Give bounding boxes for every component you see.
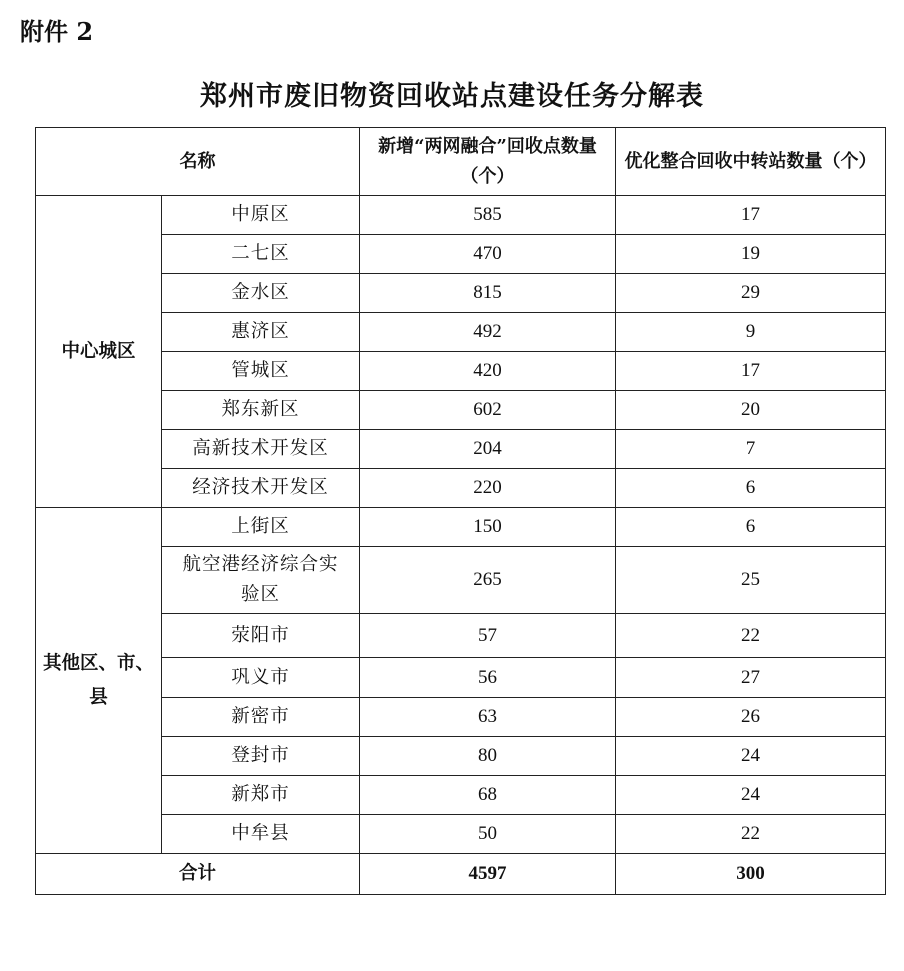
header-transfer-stations: 优化整合回收中转站数量（个）	[616, 128, 886, 196]
district-name: 中原区	[162, 196, 360, 235]
attachment-label: 附件 2	[20, 17, 94, 46]
transfer-stations-value: 17	[616, 352, 886, 391]
new-points-value: 80	[360, 737, 616, 776]
district-name: 郑东新区	[162, 391, 360, 430]
table-row	[36, 815, 886, 854]
table-row	[36, 547, 886, 614]
transfer-stations-value: 19	[616, 235, 886, 274]
transfer-stations-value: 9	[616, 313, 886, 352]
table-row	[36, 469, 886, 508]
header-name: 名称	[36, 128, 360, 196]
transfer-stations-value: 22	[616, 614, 886, 658]
transfer-stations-value: 17	[616, 196, 886, 235]
district-name: 荥阳市	[162, 614, 360, 658]
table-row	[36, 737, 886, 776]
district-name: 新郑市	[162, 776, 360, 815]
table-row	[36, 430, 886, 469]
transfer-stations-value: 24	[616, 737, 886, 776]
transfer-stations-value: 26	[616, 698, 886, 737]
transfer-stations-value: 29	[616, 274, 886, 313]
transfer-stations-value: 25	[616, 547, 886, 614]
district-name: 登封市	[162, 737, 360, 776]
total-new-points: 4597	[360, 854, 616, 895]
table-row	[36, 698, 886, 737]
transfer-stations-value: 6	[616, 508, 886, 547]
new-points-value: 420	[360, 352, 616, 391]
new-points-value: 68	[360, 776, 616, 815]
new-points-value: 204	[360, 430, 616, 469]
transfer-stations-value: 20	[616, 391, 886, 430]
district-name: 上街区	[162, 508, 360, 547]
total-transfer-stations: 300	[616, 854, 886, 895]
district-name: 中牟县	[162, 815, 360, 854]
new-points-value: 57	[360, 614, 616, 658]
table-row	[36, 508, 886, 547]
group-label-other: 其他区、市、县	[36, 508, 162, 854]
table-row	[36, 776, 886, 815]
table-row	[36, 274, 886, 313]
district-name: 经济技术开发区	[162, 469, 360, 508]
total-label: 合计	[36, 854, 360, 895]
new-points-value: 150	[360, 508, 616, 547]
new-points-value: 602	[360, 391, 616, 430]
table-row	[36, 391, 886, 430]
table-row	[36, 196, 886, 235]
task-breakdown-table	[35, 127, 886, 895]
new-points-value: 50	[360, 815, 616, 854]
table-header-row	[36, 128, 886, 196]
transfer-stations-value: 22	[616, 815, 886, 854]
new-points-value: 56	[360, 658, 616, 698]
transfer-stations-value: 27	[616, 658, 886, 698]
district-name: 新密市	[162, 698, 360, 737]
table-row	[36, 614, 886, 658]
new-points-value: 492	[360, 313, 616, 352]
table-row	[36, 235, 886, 274]
table-row	[36, 658, 886, 698]
district-name: 航空港经济综合实验区	[162, 547, 360, 614]
new-points-value: 585	[360, 196, 616, 235]
district-name: 二七区	[162, 235, 360, 274]
new-points-value: 265	[360, 547, 616, 614]
new-points-value: 63	[360, 698, 616, 737]
new-points-value: 470	[360, 235, 616, 274]
transfer-stations-value: 24	[616, 776, 886, 815]
total-row	[36, 854, 886, 895]
district-name: 管城区	[162, 352, 360, 391]
transfer-stations-value: 7	[616, 430, 886, 469]
document-title: 郑州市废旧物资回收站点建设任务分解表	[200, 81, 704, 112]
header-new-points: 新增“两网融合”回收点数量（个）	[360, 128, 616, 196]
district-name: 巩义市	[162, 658, 360, 698]
group-label-central: 中心城区	[36, 196, 162, 508]
district-name: 惠济区	[162, 313, 360, 352]
district-name: 高新技术开发区	[162, 430, 360, 469]
table-row	[36, 352, 886, 391]
new-points-value: 815	[360, 274, 616, 313]
table-row	[36, 313, 886, 352]
transfer-stations-value: 6	[616, 469, 886, 508]
new-points-value: 220	[360, 469, 616, 508]
district-name: 金水区	[162, 274, 360, 313]
